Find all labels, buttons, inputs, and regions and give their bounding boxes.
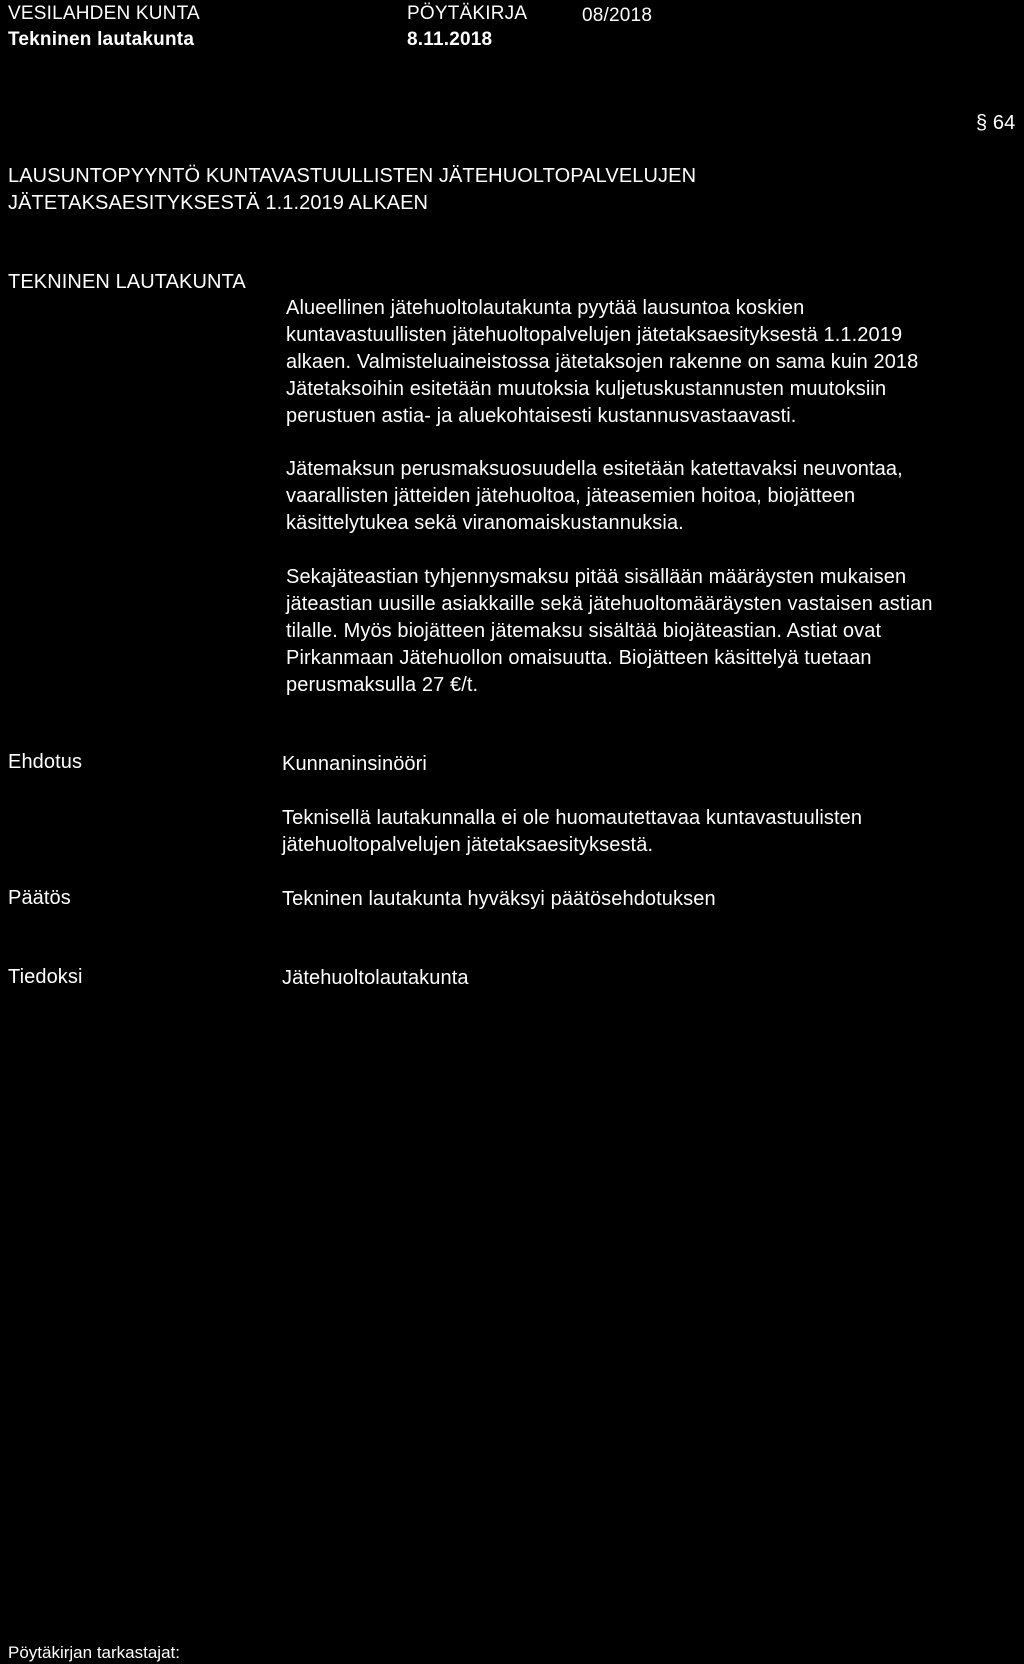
title-line-1: LAUSUNTOPYYNTÖ KUNTAVASTUULLISTEN JÄTEHUOLTOPALVELUJEN — [8, 165, 697, 187]
paragraph-1 — [286, 295, 1022, 430]
paragraph-line: tilalle. Myös biojätteen jätemaksu sisältää biojäteastian. Astiat ovat — [286, 620, 882, 642]
footer-reviewers: Pöytäkirjan tarkastajat: — [8, 1643, 180, 1662]
paragraph-2 — [286, 456, 1022, 537]
info-label: Tiedoksi — [8, 966, 83, 988]
document-type: PÖYTÄKIRJA — [407, 3, 528, 24]
paragraph-3 — [286, 564, 1022, 699]
decision-label: Päätös — [8, 887, 71, 909]
paragraph-line: Jätetaksoihin esitetään muutoksia kuljetuskustannusten muutoksiin — [286, 378, 887, 400]
proposal-line: jätehuoltopalvelujen jätetaksaesityksestä. — [282, 834, 654, 856]
paragraph-line: kuntavastuullisten jätehuoltopalvelujen jätetaksaesityksestä 1.1.2019 — [286, 324, 903, 346]
board-name: Tekninen lautakunta — [8, 29, 195, 50]
meeting-date: 8.11.2018 — [407, 29, 493, 50]
proposal-author: Kunnaninsinööri — [282, 753, 427, 775]
decision-text: Tekninen lautakunta hyväksyi päätösehdotuksen — [282, 888, 716, 910]
paragraph-line: perusmaksulla 27 €/t. — [286, 674, 479, 696]
paragraph-line: vaarallisten jätteiden jätehuoltoa, jäteasemien hoitoa, biojätteen — [286, 485, 856, 507]
paragraph-line: Pirkanmaan Jätehuollon omaisuutta. Biojätteen käsittelyä tuetaan — [286, 647, 872, 669]
title-line-2: JÄTETAKSAESITYKSESTÄ 1.1.2019 ALKAEN — [8, 192, 429, 214]
body-label: TEKNINEN LAUTAKUNTA — [8, 271, 246, 293]
section-number: § 64 — [976, 112, 1016, 134]
proposal-line: Teknisellä lautakunnalla ei ole huomautettavaa kuntavastuulisten — [282, 807, 863, 829]
proposal-text — [282, 805, 1018, 859]
paragraph-line: Jätemaksun perusmaksuosuudella esitetään katettavaksi neuvontaa, — [286, 458, 903, 480]
document-number: 08/2018 — [582, 5, 653, 26]
org-name: VESILAHDEN KUNTA — [8, 3, 200, 24]
paragraph-line: Sekajäteastian tyhjennysmaksu pitää sisällään määräysten mukaisen — [286, 566, 907, 588]
paragraph-line: käsittelytukea sekä viranomaiskustannuksia. — [286, 512, 684, 534]
paragraph-line: perustuen astia- ja aluekohtaisesti kustannusvastaavasti. — [286, 405, 797, 427]
paragraph-line: alkaen. Valmisteluaineistossa jätetaksojen rakenne on sama kuin 2018 — [286, 351, 919, 373]
proposal-label: Ehdotus — [8, 751, 83, 773]
paragraph-line: jäteastian uusille asiakkaille sekä jätehuoltomääräysten vastaisen astian — [286, 593, 933, 615]
paragraph-line: Alueellinen jätehuoltolautakunta pyytää lausuntoa koskien — [286, 297, 805, 319]
info-text: Jätehuoltolautakunta — [282, 967, 469, 989]
